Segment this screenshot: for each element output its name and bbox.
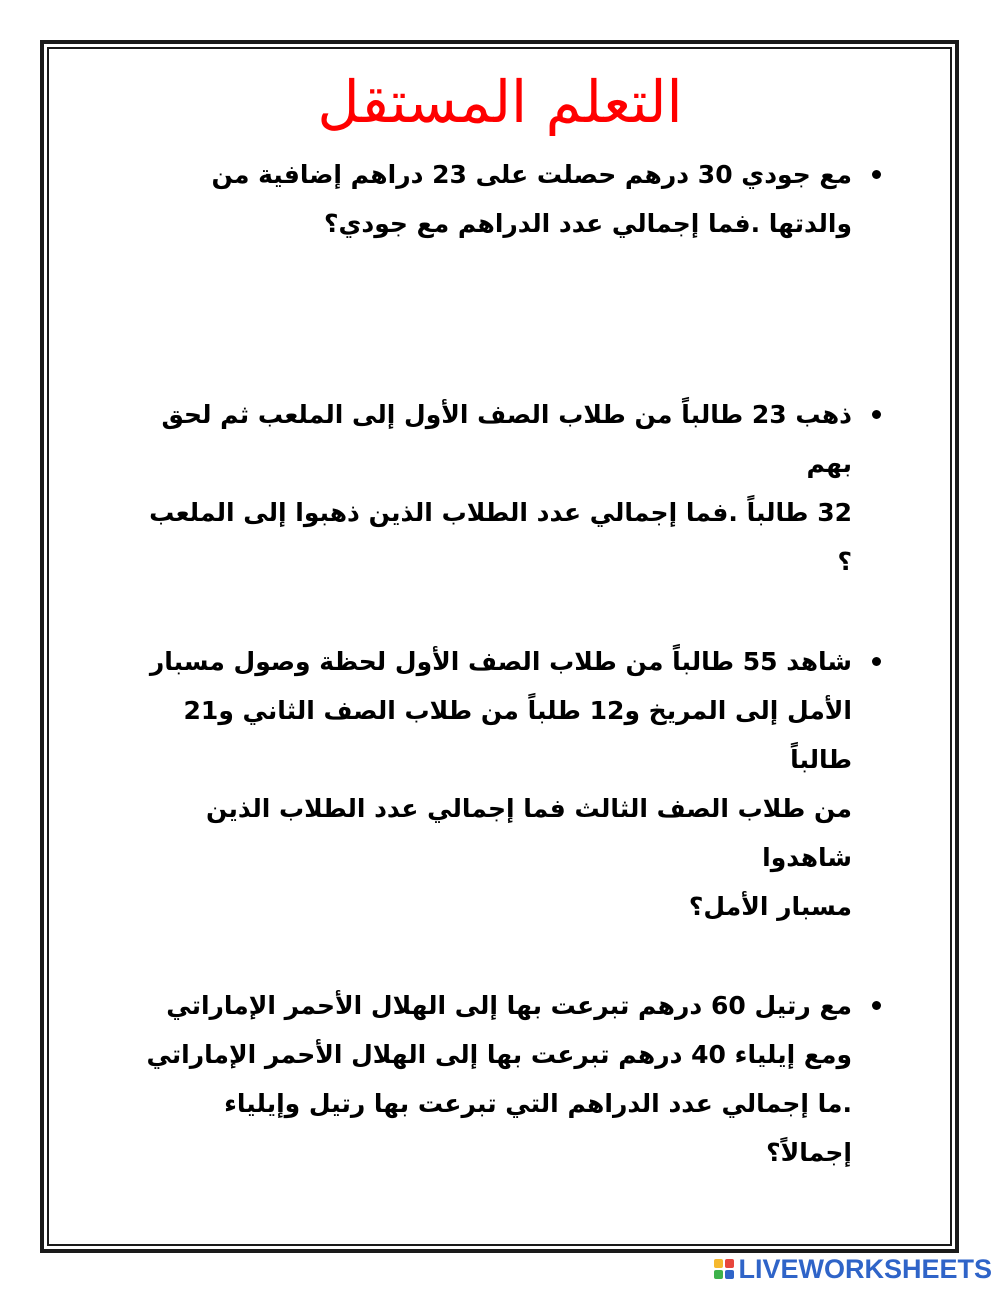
logo-square-icon (725, 1270, 734, 1279)
question-3-line-1: شاهد 55 طالباً من طلاب الصف الأول لحظة وصول مسبار (149, 647, 852, 676)
question-2-line-2: 32 طالباً .فما إجمالي عدد الطلاب الذين ذهبوا إلى الملعب ؟ (149, 498, 852, 576)
worksheet-title: التعلم المستقل (317, 68, 683, 136)
bullet-icon (866, 150, 886, 199)
question-2 (132, 390, 852, 586)
question-4-line-1: مع رتيل 60 درهم تبرعت بها إلى الهلال الأحمر الإماراتي (166, 991, 852, 1020)
logo-square-icon (725, 1259, 734, 1268)
question-3-line-4: مسبار الأمل؟ (688, 892, 852, 921)
bullet-icon (866, 637, 886, 686)
question-4-line-2: ومع إيلياء 40 درهم تبرعت بها إلى الهلال الأحمر الإماراتي (146, 1040, 852, 1069)
logo-square-icon (714, 1259, 723, 1268)
question-2-line-1: ذهب 23 طالباً من طلاب الصف الأول إلى الملعب ثم لحق بهم (161, 400, 852, 478)
question-4 (132, 981, 852, 1177)
watermark-text: LIVEWORKSHEETS (738, 1254, 992, 1284)
bullet-icon (866, 390, 886, 439)
question-1 (132, 150, 852, 248)
liveworksheets-logo-icon (714, 1259, 734, 1279)
question-1-line-1: مع جودي 30 درهم حصلت على 23 دراهم إضافية من (211, 160, 852, 189)
bullet-icon (866, 981, 886, 1030)
liveworksheets-watermark (714, 1253, 992, 1285)
question-1-line-2: والدتها .فما إجمالي عدد الدراهم مع جودي؟ (323, 209, 852, 238)
logo-square-icon (714, 1270, 723, 1279)
question-4-line-3: .ما إجمالي عدد الدراهم التي تبرعت بها رتيل وإيلياء إجمالاً؟ (224, 1089, 852, 1167)
question-3-line-3: من طلاب الصف الثالث فما إجمالي عدد الطلاب الذين شاهدوا (206, 794, 852, 872)
question-3-line-2: الأمل إلى المريخ و12 طلباً من طلاب الصف الثاني و21 طالباً (183, 696, 852, 774)
question-3 (132, 637, 852, 931)
